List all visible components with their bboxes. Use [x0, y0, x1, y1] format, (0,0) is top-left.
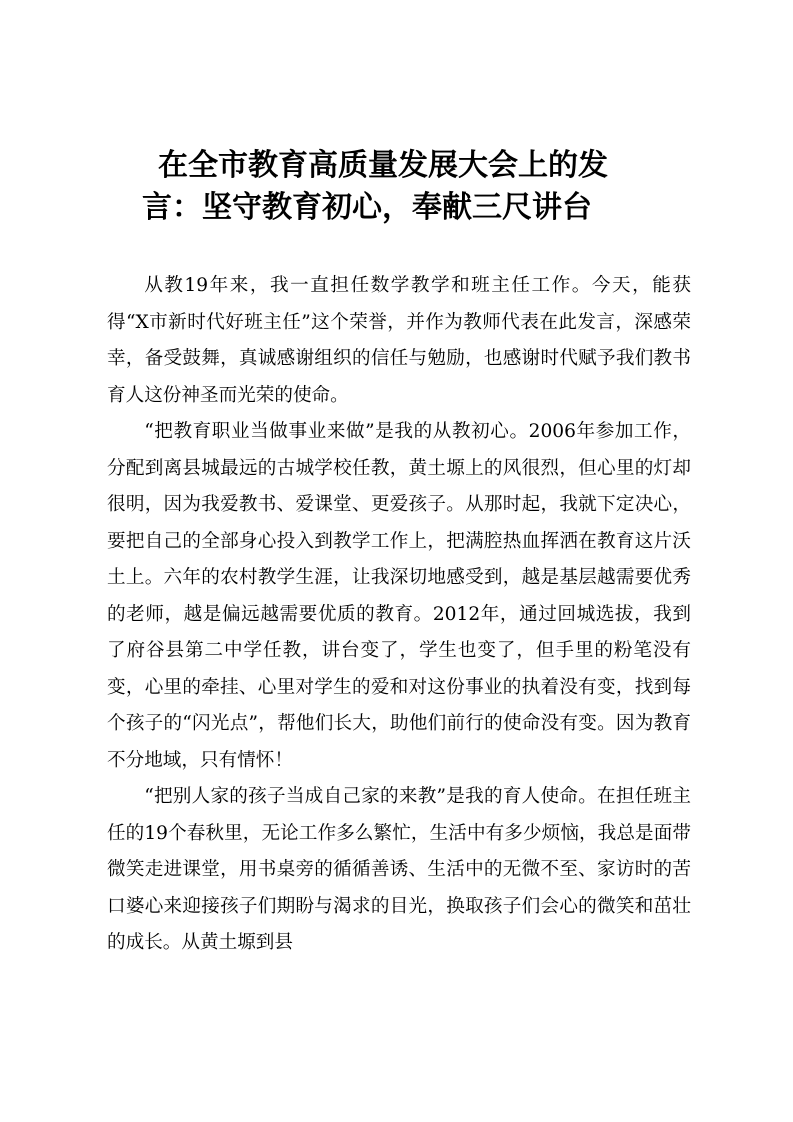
document-body [107, 268, 691, 962]
title-line-2: 言：坚守教育初心，奉献三尺讲台 [142, 190, 592, 225]
title-line-1: 在全市教育高质量发展大会上的发 [158, 148, 608, 183]
document-title [142, 145, 702, 229]
paragraph-3: “把别人家的孩子当成自己家的来教”是我的育人使命。在担任班主任的19个春秋里，无论工作多么繁忙，生活中有多少烦恼，我总是面带微笑走进课堂，用书桌旁的循循善诱、生活中的无微不至、家访时的苦口婆心来迎接孩子们期盼与渴求的目光，换取孩子们会心的微笑和茁壮的成长。从黄土塬到县 [107, 786, 691, 953]
paragraph-1: 从教19年来，我一直担任数学教学和班主任工作。今天，能获得“X市新时代好班主任”这个荣誉，并作为教师代表在此发言，深感荣幸，备受鼓舞，真诚感谢组织的信任与勉励，也感谢时代赋予我们教书育人这份神圣而光荣的使命。 [107, 275, 691, 406]
paragraph-2: “把教育职业当做事业来做”是我的从教初心。2006年参加工作，分配到离县城最远的古城学校任教，黄土塬上的风很烈，但心里的灯却很明，因为我爱教书、爱课堂、更爱孩子。从那时起，我就下定决心，要把自己的全部身心投入到教学工作上，把满腔热血挥洒在教育这片沃土上。六年的农村教学生涯，让我深切地感受到，越是基层越需要优秀的老师，越是偏远越需要优质的教育。2012年，通过回城选拔，我到了府谷县第二中学任教，讲台变了，学生也变了，但手里的粉笔没有变，心里的牵挂、心里对学生的爱和对这份事业的执着没有变，找到每个孩子的“闪光点”，帮他们长大，助他们前行的使命没有变。因为教育不分地域，只有情怀！ [107, 421, 691, 771]
